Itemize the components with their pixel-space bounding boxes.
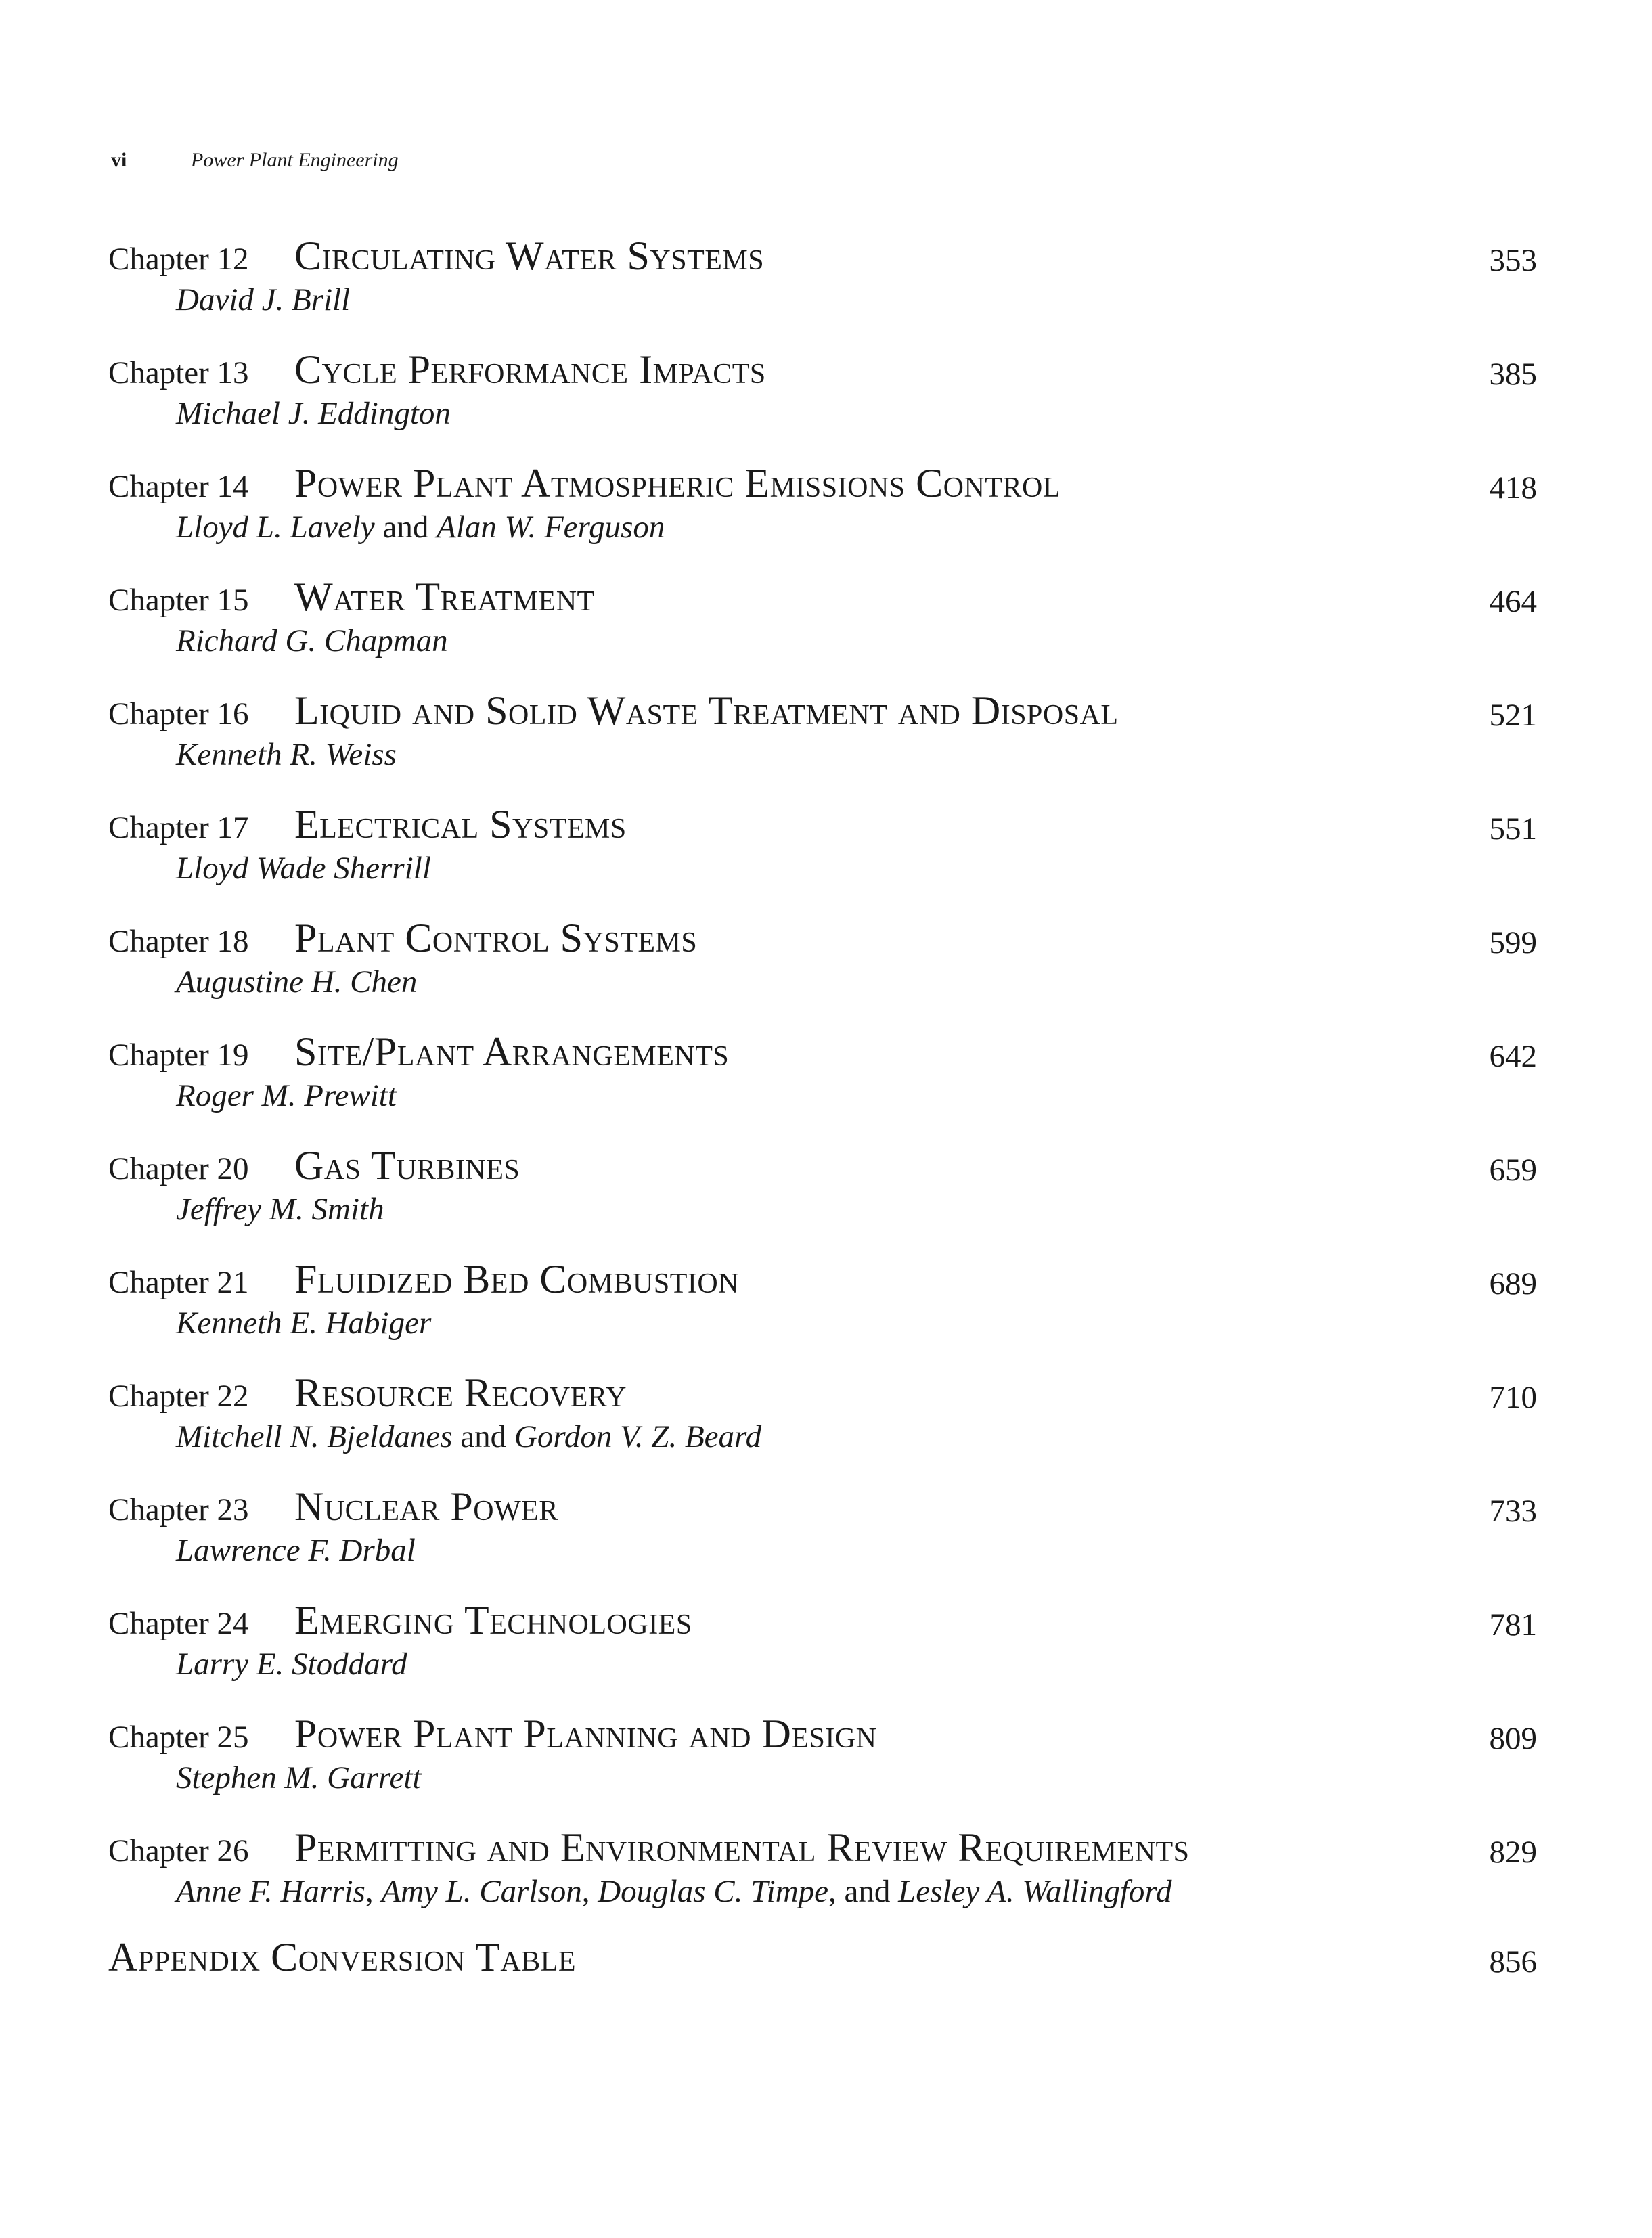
running-head <box>111 149 399 172</box>
chapter-authors <box>176 395 451 432</box>
chapter-page-number: 464 <box>1489 584 1537 619</box>
toc-entry-line <box>108 915 697 962</box>
toc-entry-line <box>108 1711 877 1758</box>
chapter-label: Chapter 17 <box>108 810 249 845</box>
chapter-page-number: 521 <box>1489 698 1537 733</box>
book-title: Power Plant Engineering <box>191 149 399 171</box>
chapter-title: Liquid and Solid Waste Treatment and Disposal <box>294 688 1119 733</box>
author-name: Alan W. Ferguson <box>437 510 665 545</box>
author-name: Amy L. Carlson <box>381 1874 582 1909</box>
chapter-authors <box>176 1873 1171 1910</box>
chapter-authors <box>176 1646 407 1682</box>
toc-entry-line <box>108 460 1061 507</box>
chapter-label: Chapter 19 <box>108 1037 249 1073</box>
toc-entry-line <box>108 1483 558 1530</box>
author-name: Mitchell N. Bjeldanes <box>176 1419 453 1454</box>
chapter-label: Chapter 24 <box>108 1606 249 1641</box>
chapter-title: Cycle Performance Impacts <box>294 347 766 392</box>
author-name: Lawrence F. Drbal <box>176 1533 416 1568</box>
chapter-page-number: 418 <box>1489 470 1537 506</box>
chapter-page-number: 829 <box>1489 1835 1537 1870</box>
author-separator: , <box>581 1874 598 1909</box>
author-name: Kenneth R. Weiss <box>176 737 397 772</box>
author-name: Jeffrey M. Smith <box>176 1192 384 1227</box>
chapter-title: Water Treatment <box>294 575 595 619</box>
author-separator: , and <box>828 1874 899 1909</box>
chapter-authors <box>176 1305 431 1341</box>
chapter-label: Chapter 13 <box>108 355 249 390</box>
chapter-title: Site/Plant Arrangements <box>294 1029 730 1074</box>
toc-entry-line <box>108 801 627 848</box>
chapter-page-number: 642 <box>1489 1039 1537 1074</box>
author-separator: and <box>374 510 437 545</box>
author-name: Gordon V. Z. Beard <box>514 1419 762 1454</box>
chapter-authors <box>176 623 448 659</box>
chapter-page-number: 809 <box>1489 1721 1537 1756</box>
author-name: Lloyd L. Lavely <box>176 510 375 545</box>
chapter-authors <box>176 1077 397 1114</box>
chapter-authors <box>176 509 665 545</box>
author-name: Richard G. Chapman <box>176 623 448 658</box>
chapter-title: Electrical Systems <box>294 802 627 847</box>
chapter-authors <box>176 282 350 318</box>
chapter-label: Chapter 14 <box>108 469 249 504</box>
chapter-authors <box>176 1191 384 1228</box>
chapter-label: Chapter 22 <box>108 1379 249 1414</box>
chapter-authors <box>176 1760 421 1796</box>
chapter-authors <box>176 850 431 887</box>
author-name: Stephen M. Garrett <box>176 1760 422 1795</box>
chapter-label: Chapter 12 <box>108 242 249 277</box>
chapter-label: Chapter 18 <box>108 924 249 959</box>
chapter-label: Chapter 25 <box>108 1720 249 1755</box>
author-name: Roger M. Prewitt <box>176 1078 397 1113</box>
toc-entry-line <box>108 688 1119 734</box>
chapter-authors <box>176 1418 761 1455</box>
toc-entry-line <box>108 346 766 393</box>
chapter-page-number: 781 <box>1489 1607 1537 1642</box>
chapter-page-number: 353 <box>1489 243 1537 278</box>
appendix-page-number: 856 <box>1489 1944 1537 1979</box>
author-name: Augustine H. Chen <box>176 964 418 1000</box>
author-name: Larry E. Stoddard <box>176 1647 407 1682</box>
page-folio: vi <box>111 149 127 171</box>
chapter-page-number: 659 <box>1489 1152 1537 1188</box>
author-name: Lloyd Wade Sherrill <box>176 851 431 886</box>
chapter-page-number: 689 <box>1489 1266 1537 1301</box>
chapter-authors <box>176 964 417 1000</box>
chapter-page-number: 733 <box>1489 1494 1537 1529</box>
toc-entry-line <box>108 1142 520 1189</box>
chapter-title: Nuclear Power <box>294 1484 558 1529</box>
toc-entry-line <box>108 574 595 621</box>
toc-entry-line <box>108 233 764 279</box>
chapter-authors <box>176 1532 416 1569</box>
appendix-title: Appendix Conversion Table <box>108 1935 577 1979</box>
author-name: Michael J. Eddington <box>176 396 451 431</box>
chapter-title: Power Plant Atmospheric Emissions Control <box>294 461 1061 506</box>
toc-entry-line <box>108 1256 739 1303</box>
toc-entry-line <box>108 1825 1190 1871</box>
appendix-line <box>108 1934 576 1981</box>
chapter-title: Resource Recovery <box>294 1370 627 1415</box>
author-name: Douglas C. Timpe <box>598 1874 829 1909</box>
chapter-label: Chapter 21 <box>108 1265 249 1300</box>
chapter-title: Plant Control Systems <box>294 916 698 960</box>
chapter-page-number: 710 <box>1489 1380 1537 1415</box>
author-name: David J. Brill <box>176 282 351 317</box>
toc-entry-line <box>108 1597 692 1644</box>
chapter-page-number: 385 <box>1489 357 1537 392</box>
chapter-label: Chapter 26 <box>108 1833 249 1868</box>
chapter-page-number: 599 <box>1489 925 1537 960</box>
toc-entry-line <box>108 1029 729 1075</box>
chapter-label: Chapter 20 <box>108 1151 249 1186</box>
author-name: Kenneth E. Habiger <box>176 1305 432 1341</box>
chapter-title: Emerging Technologies <box>294 1598 692 1642</box>
chapter-title: Permitting and Environmental Review Requirements <box>294 1825 1190 1870</box>
chapter-page-number: 551 <box>1489 811 1537 847</box>
chapter-authors <box>176 736 397 773</box>
toc-entry-line <box>108 1370 627 1416</box>
chapter-title: Fluidized Bed Combustion <box>294 1257 740 1301</box>
author-separator: and <box>452 1419 514 1454</box>
chapter-title: Power Plant Planning and Design <box>294 1711 877 1756</box>
chapter-label: Chapter 16 <box>108 696 249 732</box>
chapter-title: Circulating Water Systems <box>294 233 765 278</box>
author-separator: , <box>365 1874 382 1909</box>
chapter-title: Gas Turbines <box>294 1143 520 1188</box>
chapter-label: Chapter 23 <box>108 1492 249 1527</box>
author-name: Lesley A. Wallingford <box>898 1874 1172 1909</box>
chapter-label: Chapter 15 <box>108 583 249 618</box>
author-name: Anne F. Harris <box>176 1874 365 1909</box>
